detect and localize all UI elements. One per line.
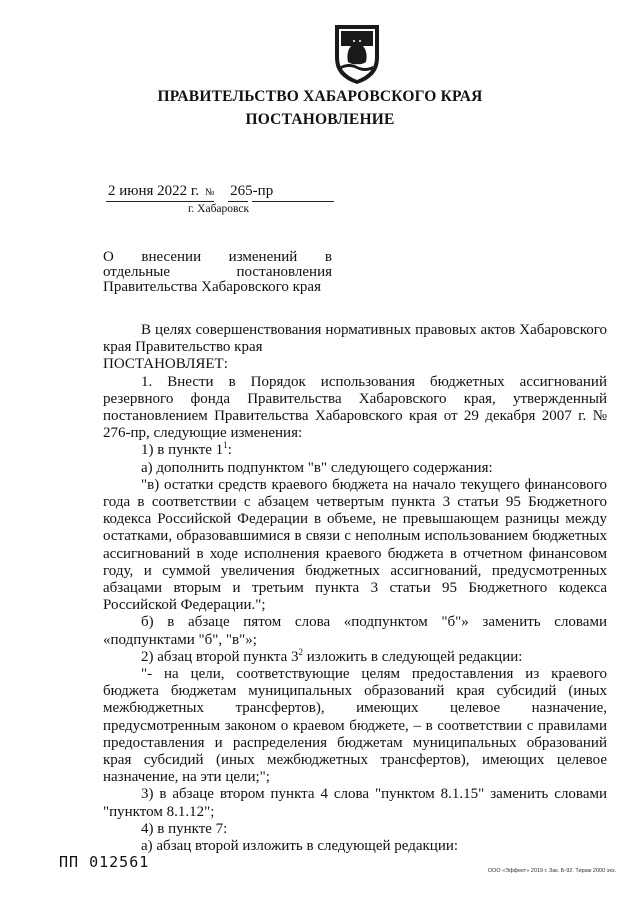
- item-1-text: 1) в пункте 1: [141, 442, 224, 459]
- number-sign-underline: [228, 201, 248, 202]
- number-sign: №: [204, 187, 215, 198]
- decree-word: ПОСТАНОВЛЯЕТ:: [103, 356, 228, 373]
- subject-word: отдельные: [103, 264, 171, 280]
- item-4: 4) в пункте 7:: [141, 820, 228, 837]
- document-number: 265-пр: [230, 183, 274, 199]
- item-1-colon: :: [227, 442, 232, 459]
- item-2-rest: изложить в следующей редакции:: [303, 648, 523, 665]
- item-2: [103, 646, 607, 666]
- item-2-text: 2) абзац второй пункта 3: [141, 648, 299, 665]
- subject-word: в: [324, 249, 332, 265]
- document-date: 2 июня 2022 г.: [108, 183, 200, 199]
- subject-line-1: [103, 250, 332, 265]
- paragraph-1: 1. Внести в Порядок использования бюджетных ассигнований резервного фонда Правительства Хабаровского края, утвержденный постановлением Правительства Хабаровского края от 29 декабря 2007 г. № 276-пр, следующие изменения:: [103, 373, 607, 442]
- item-1: [103, 442, 607, 459]
- item-1a-quote: "в) остатки средств краевого бюджета на начало текущего финансового года в соответствии с абзацем четвертым пункта 3 статьи 95 Бюджетного кодекса Российской Федерации в объеме, не превышающем разницы между остатками, образовавшимися в связи с неполным использованием бюджетных ассигнований в ходе исполнения краевого бюджета в отчетном финансовом году, и суммой увеличения бюджетных ассигнований, предусмотренных абзацами вторым и третьим пункта 3 статьи 95 Бюджетного кодекса Российской Федерации.";: [103, 476, 607, 614]
- printing-info: ООО «Эффект» 2019 г. Зак. Б-92. Тираж 2000 экз.: [487, 868, 616, 874]
- coat-of-arms-emblem: [331, 22, 383, 86]
- government-name: ПРАВИТЕЛЬСТВО ХАБАРОВСКОГО КРАЯ: [157, 88, 483, 105]
- item-3: 3) в абзаце втором пункта 4 слова "пунктом 8.1.15" заменить словами "пунктом 8.1.12";: [103, 786, 607, 820]
- item-4a: а) абзац второй изложить в следующей редакции:: [141, 838, 459, 855]
- item-1a: а) дополнить подпунктом "в" следующего содержания:: [141, 459, 493, 476]
- item-2-superscript: 2: [298, 646, 304, 657]
- document-type: ПОСТАНОВЛЕНИЕ: [245, 111, 395, 128]
- form-serial-code: ПП 012561: [59, 853, 150, 871]
- document-date-number: [108, 183, 316, 200]
- subject-line-3: Правительства Хабаровского края: [103, 279, 321, 295]
- date-underline: [106, 201, 214, 202]
- subject-line-2: [103, 265, 332, 280]
- document-subject: [103, 250, 332, 295]
- item-1b: б) в абзаце пятом слова «подпунктом "б"» заменить словами «подпунктами "б", "в"»;: [103, 614, 607, 648]
- city: г. Хабаровск: [188, 203, 250, 215]
- subject-word: О: [103, 249, 114, 265]
- subject-word: внесении: [141, 249, 202, 265]
- item-1-superscript: 1: [223, 440, 228, 451]
- subject-word: постановления: [236, 264, 332, 280]
- subject-word: изменений: [228, 249, 298, 265]
- intro-paragraph: В целях совершенствования нормативных правовых актов Хабаровского края Правительство края: [103, 322, 607, 356]
- number-underline: [252, 201, 334, 202]
- document-body: [103, 322, 607, 855]
- item-2-quote: "- на цели, соответствующие целям предоставления из краевого бюджета бюджетам муниципальных образований края субсидий (иных межбюджетных трансфертов), имеющих целевое назначение, предусмотренным законом о краевом бюджете, – в соответствии с правилами предоставления и распределения бюджетам муниципальных образований края субсидий (иных межбюджетных трансфертов), имеющих целевое назначение, на эти цели;";: [103, 666, 607, 786]
